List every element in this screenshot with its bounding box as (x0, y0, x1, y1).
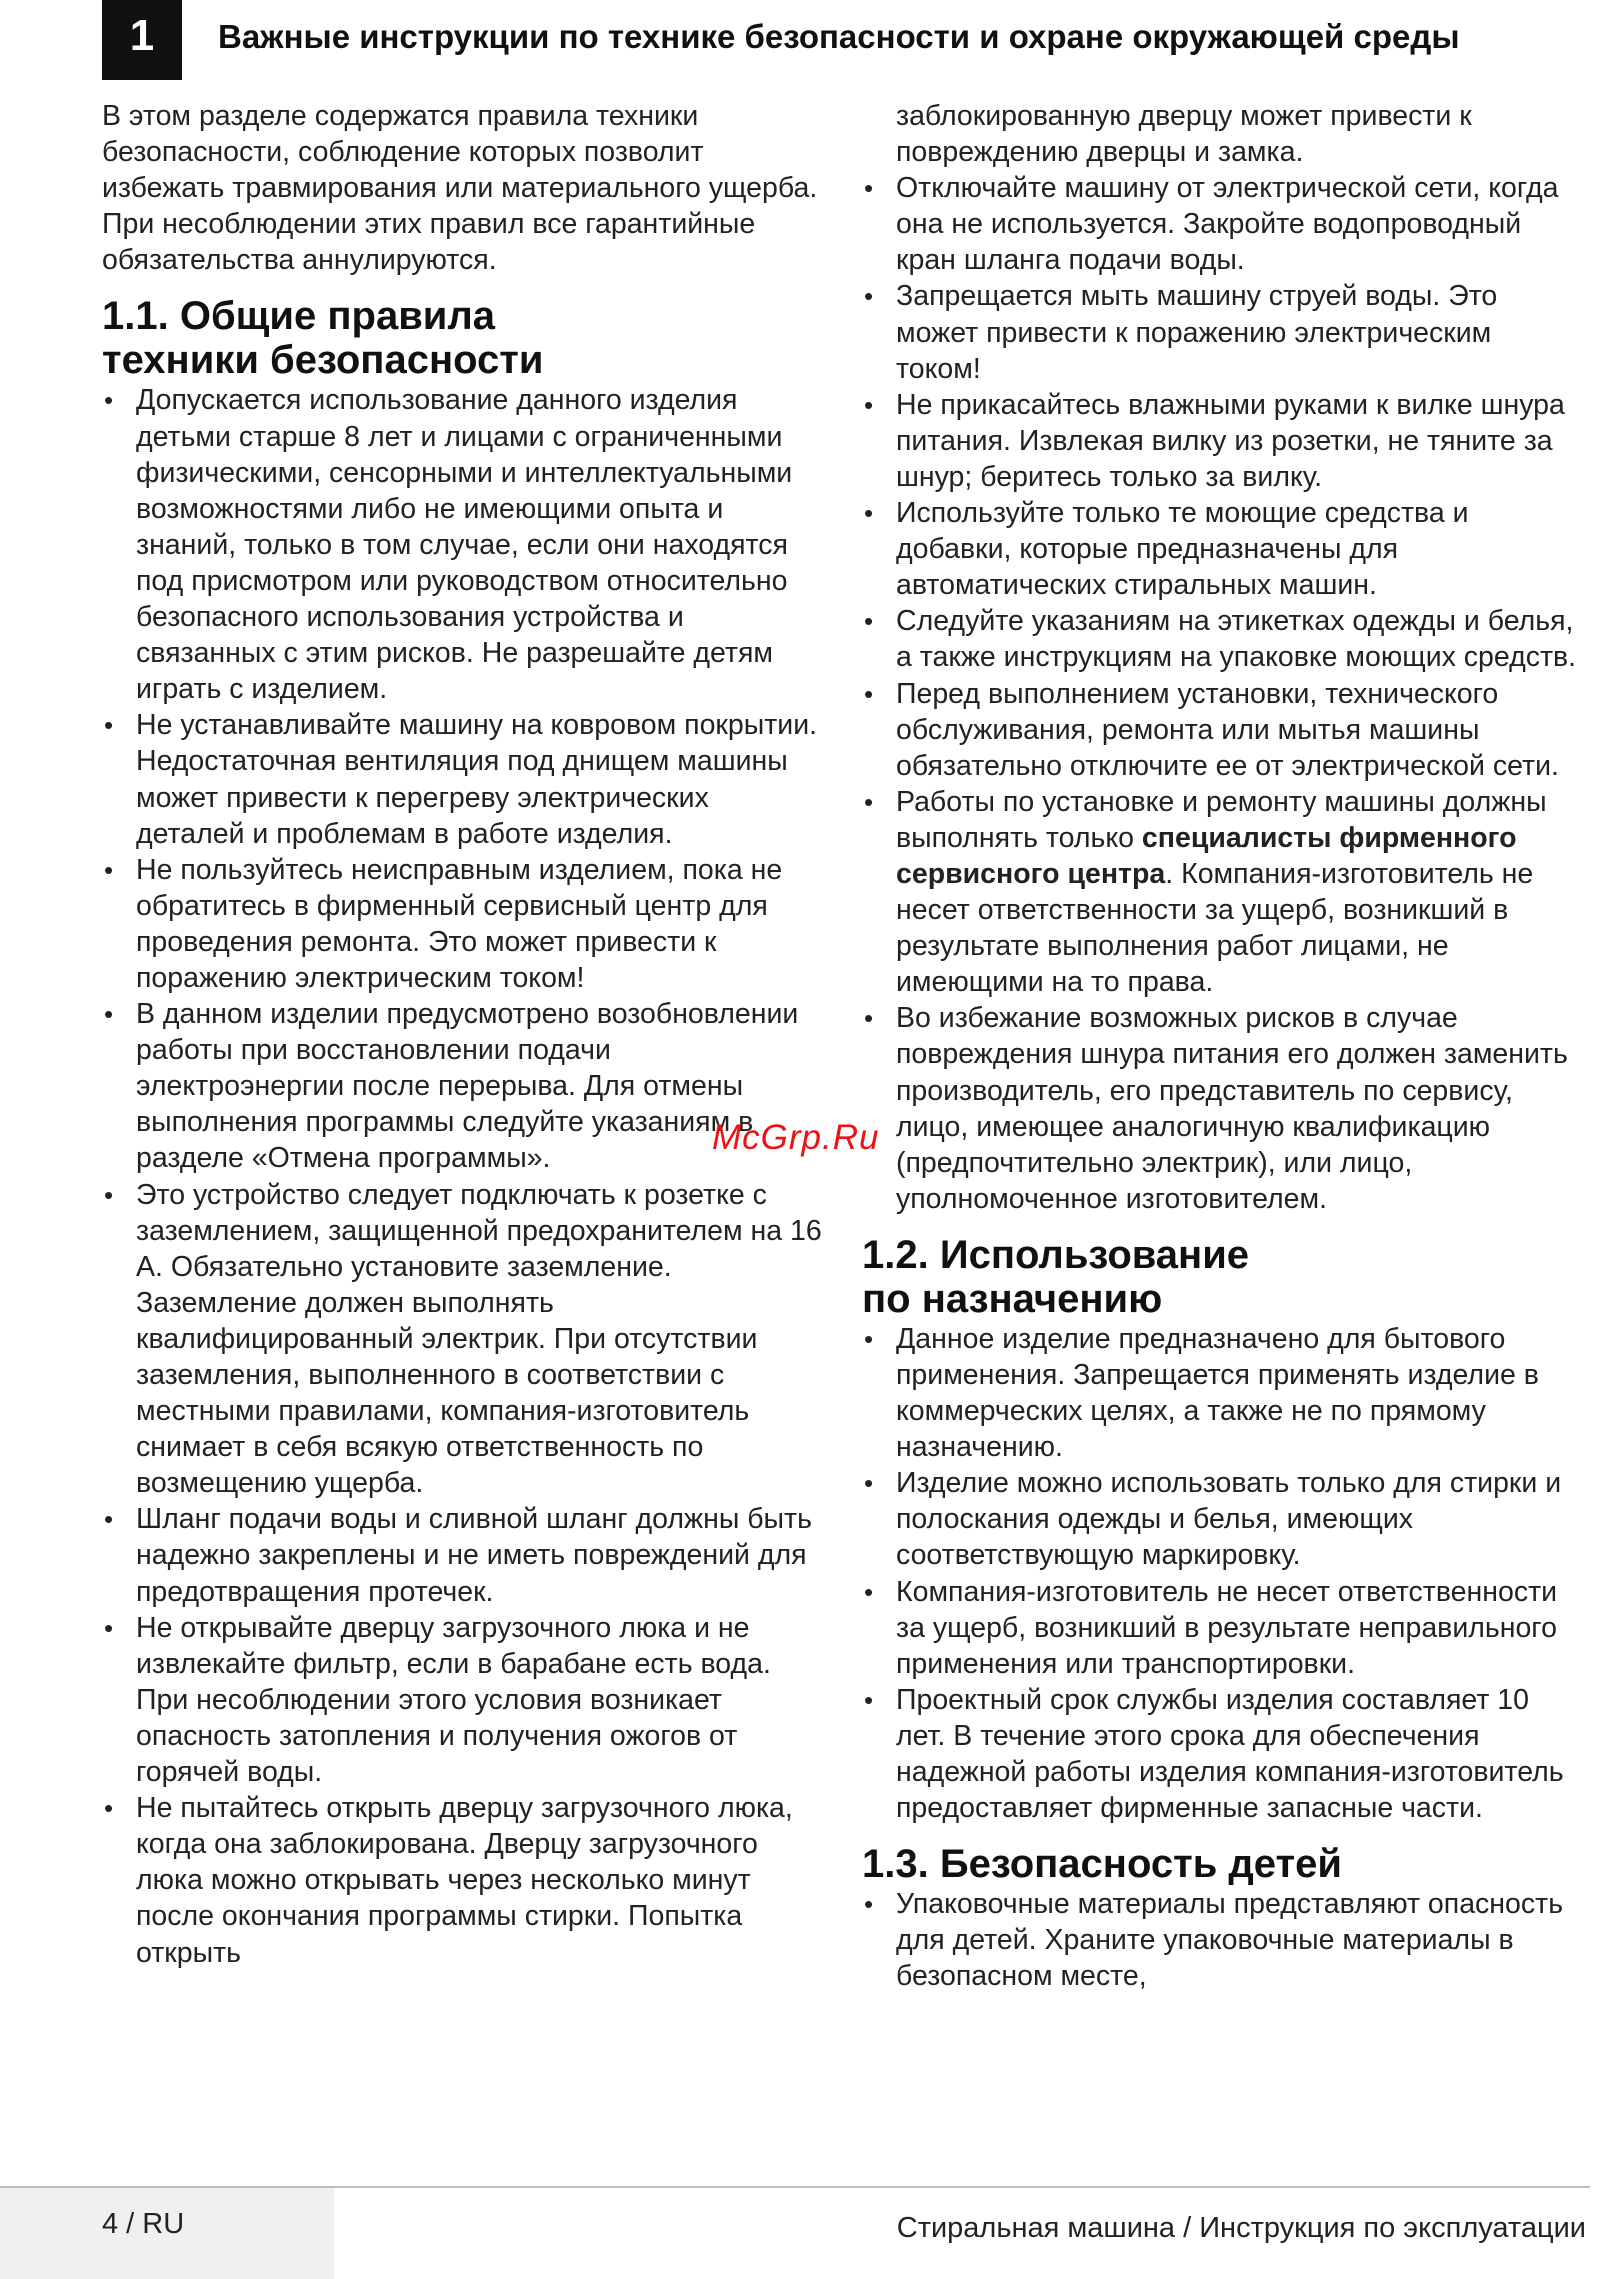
page-number: 4 / RU (102, 2208, 185, 2240)
chapter-title: Важные инструкции по технике безопасности и охране окружающей среды (218, 18, 1460, 55)
list-item: • Запрещается мыть машину струей воды. Это может привести к поражению электрическим током! (862, 278, 1582, 386)
service-text-bold: специалисты фирменного сервисного центра (896, 821, 1517, 890)
section-1-1-title-line1: 1.1. Общие правила (102, 294, 496, 339)
section-1-1-list-right (862, 98, 1582, 1217)
list-item: • Допускается использование данного изделия детьми старше 8 лет и лицами с ограниченными физическими, сенсорными и интеллектуальными возможностями либо не имеющими опыта и знаний, только в том случае, если они находятся под присмотром или руководством относительно безопасного использования устройства и связанных с этим рисков. Не разрешайте детям играть с изделием. (102, 382, 822, 707)
list-item: • Не прикасайтесь влажными руками к вилке шнура питания. Извлекая вилку из розетки, не тяните за шнур; беритесь только за вилку. (862, 387, 1582, 495)
section-1-3-title: 1.3. Безопасность детей (862, 1842, 1342, 1887)
list-item: • Не устанавливайте машину на ковровом покрытии. Недостаточная вентиляция под днищем машины может привести к перегреву электрических деталей и проблемам в работе изделия. (102, 707, 822, 851)
list-item: • Используйте только те моющие средства и добавки, которые предназначены для автоматических стиральных машин. (862, 495, 1582, 603)
section-1-2-title (862, 1233, 1582, 1321)
list-item: • Не пытайтесь открыть дверцу загрузочного люка, когда она заблокирована. Дверцу загрузочного люка можно открывать через несколько минут после окончания программы стирки. Попытка открыть (102, 1790, 822, 1970)
list-item: • Изделие можно использовать только для стирки и полоскания одежды и белья, имеющих соответствующую маркировку. (862, 1465, 1582, 1573)
list-item: • Перед выполнением установки, технического обслуживания, ремонта или мытья машины обязательно отключите ее от электрической сети. (862, 676, 1582, 784)
section-1-1-title (102, 294, 822, 382)
section-1-1-title-line2: техники безопасности (102, 338, 544, 383)
service-text-pre: Работы по установке и ремонту машины должны выполнять только (896, 785, 1547, 854)
list-item: • Шланг подачи воды и сливной шланг должны быть надежно закреплены и не иметь повреждений для предотвращения протечек. (102, 1501, 822, 1609)
section-1-3-list (862, 1886, 1582, 1994)
list-item: • Отключайте машину от электрической сети, когда она не используется. Закройте водопроводный кран шланга подачи воды. (862, 170, 1582, 278)
list-item: • Проектный срок службы изделия составляет 10 лет. В течение этого срока для обеспечения надежной работы изделия компания-изготовитель предоставляет фирменные запасные части. (862, 1682, 1582, 1826)
service-text-post: . Компания-изготовитель не несет ответственности за ущерб, возникший в результате выполнения работ лицами, не имеющими на то права. (896, 857, 1534, 999)
list-item: • Не открывайте дверцу загрузочного люка и не извлекайте фильтр, если в барабане есть вода. При несоблюдении этого условия возникает опасность затопления и получения ожогов от горячей воды. (102, 1610, 822, 1790)
footer-doc-title: Стиральная машина / Инструкция по эксплуатации (896, 2212, 1586, 2244)
list-item-service (862, 784, 1582, 1001)
section-1-2-list (862, 1321, 1582, 1826)
list-item: • Это устройство следует подключать к розетке с заземлением, защищенной предохранителем на 16 А. Обязательно установите заземление. Заземление должен выполнять квалифицированный электрик. При отсутствии заземления, выполненного в соответствии с местными правилами, компания-изготовитель снимает в себя всякую ответственность по возмещению ущерба. (102, 1177, 822, 1502)
section-1-2-title-line2: по назначению (862, 1276, 1163, 1321)
section-1-1-list-left (102, 382, 822, 1970)
list-item: • Данное изделие предназначено для бытового применения. Запрещается применять изделие в коммерческих целях, а также не по прямому назначению. (862, 1321, 1582, 1465)
intro-paragraph: В этом разделе содержатся правила техники безопасности, соблюдение которых позволит избежать травмирования или материального ущерба. При несоблюдении этих правил все гарантийные обязательства аннулируются. (102, 100, 818, 277)
list-item: • Не пользуйтесь неисправным изделием, пока не обратитесь в фирменный сервисный центр для проведения ремонта. Это может привести к поражению электрическим током! (102, 852, 822, 996)
list-item: • Упаковочные материалы представляют опасность для детей. Храните упаковочные материалы в безопасном месте, (862, 1886, 1582, 1994)
list-item: • В данном изделии предусмотрено возобновлении работы при восстановлении подачи электроэнергии после перерыва. Для отмены выполнения программы следуйте указаниям в разделе «Отмена программы». (102, 996, 822, 1176)
list-item: • Следуйте указаниям на этикетках одежды и белья, а также инструкциям на упаковке моющих средств. (862, 603, 1582, 675)
left-column (102, 98, 822, 1971)
section-1-2-title-line1: 1.2. Использование (862, 1232, 1250, 1277)
chapter-number: 1 (102, 0, 182, 80)
watermark: McGrp.Ru (712, 1118, 880, 1157)
list-item: • Во избежание возможных рисков в случае повреждения шнура питания его должен заменить производитель, его представитель по сервису, лицо, имеющее аналогичную квалификацию (предпочтительно электрик), или лицо, уполномоченное изготовителем. (862, 1000, 1582, 1217)
list-item-continuation: заблокированную дверцу может привести к повреждению дверцы и замка. (896, 100, 1472, 169)
list-item: • Компания-изготовитель не несет ответственности за ущерб, возникший в результате неправильного применения или транспортировки. (862, 1574, 1582, 1682)
right-column (862, 98, 1582, 1995)
